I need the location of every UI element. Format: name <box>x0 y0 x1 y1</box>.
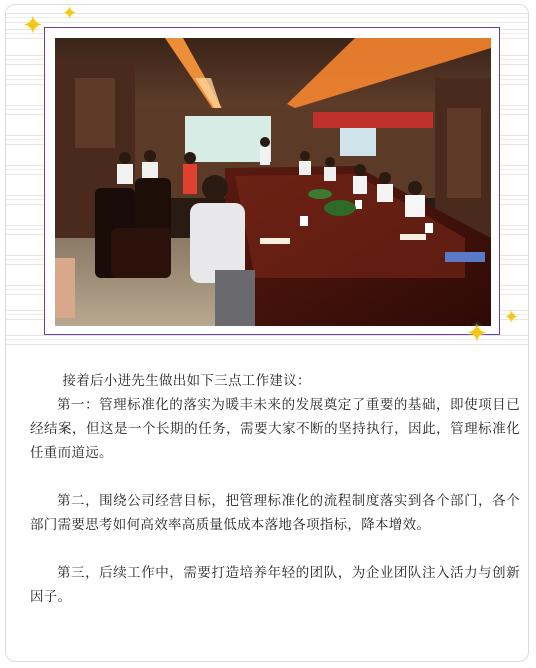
sparkle-star-icon: ✦ <box>22 11 44 41</box>
intro-text: 接着后小进先生做出如下三点工作建议： <box>62 373 311 389</box>
decor-lines <box>6 335 528 345</box>
meeting-photo <box>55 38 491 326</box>
article-body <box>30 369 520 609</box>
sparkle-star-icon: ✦ <box>504 307 520 328</box>
paragraph-second: 第二，围绕公司经营目标，把管理标准化的流程制度落实到各个部门，各个部门需要思考如何高效率高质量低成本落地各项指标，降本增效。 <box>30 493 520 533</box>
paragraph-first: 第一：管理标准化的落实为暖丰未来的发展奠定了重要的基础，即使项目已经结案，但这是一个长期的任务，需要大家不断的坚持执行，因此，管理标准化任重而道远。 <box>30 397 520 461</box>
meeting-room-illustration <box>55 38 491 326</box>
photo-frame <box>44 27 500 335</box>
sparkle-star-icon: ✦ <box>62 4 78 24</box>
paragraph-third: 第三，后续工作中，需要打造培养年轻的团队，为企业团队注入活力与创新因子。 <box>30 565 520 605</box>
sparkle-star-icon: ✦ <box>466 319 488 349</box>
article-card <box>5 4 529 662</box>
decor-lines <box>6 13 528 23</box>
